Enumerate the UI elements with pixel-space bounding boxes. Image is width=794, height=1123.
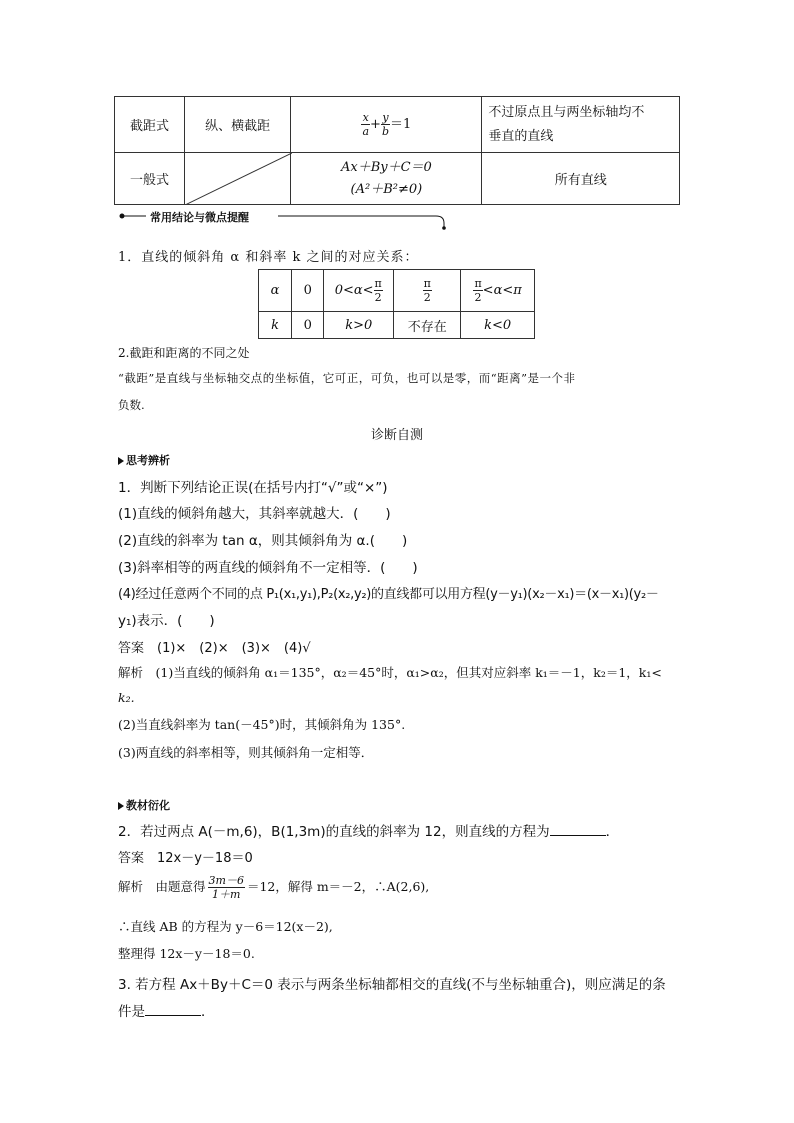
fraction-slope: $\frac{3m-6}{1+m}$	[208, 874, 244, 901]
fraction-pi-2: $\frac{\pi}{2}$	[423, 277, 431, 304]
table-cell	[461, 270, 535, 312]
fraction-x-a: $\frac{x}{a}$	[362, 111, 370, 138]
diagonal-line	[185, 153, 292, 205]
question-1-item: y₁)表示．( )	[118, 613, 215, 629]
table-cell	[324, 270, 394, 312]
table-cell: 不存在	[394, 312, 461, 339]
empty-diagonal-cell	[184, 153, 290, 205]
question-1-item: (4)经过任意两个不同的点 P₁(x₁,y₁),P₂(x₂,y₂)的直线都可以用方程(y－y₁)(x₂－x₁)＝(x－x₁)(y₂－	[118, 587, 659, 602]
angle-slope-table	[258, 269, 535, 339]
form-scope	[482, 97, 680, 153]
equation-line: Ax＋By＋C＝0	[340, 159, 432, 175]
item2-text: “截距”是直线与坐标轴交点的坐标值，它可正，可负，也可以是零，而“距离”是一个非	[118, 371, 576, 385]
fraction-y-b: $\frac{y}{b}$	[381, 111, 389, 138]
center-title: 诊断自测	[370, 428, 423, 443]
form-equation	[291, 97, 482, 153]
question-1-item: (1)直线的倾斜角越大，其斜率就越大．( )	[118, 506, 391, 522]
scope-line: 垂直的直线	[488, 128, 554, 144]
solution-1: k₂.	[118, 690, 135, 705]
table-cell: 0	[292, 312, 324, 339]
answer-1: 答案 (1)× (2)× (3)× (4)√	[118, 641, 311, 656]
fraction-pi-2: $\frac{\pi}{2}$	[474, 277, 482, 304]
form-name: 截距式	[115, 97, 185, 153]
alpha-header: α	[259, 270, 292, 312]
answer-blank	[550, 823, 606, 836]
question-1: 1．判断下列结论正误(在括号内打“√”或“×”)	[118, 480, 388, 496]
table-row	[115, 153, 680, 205]
form-params: 纵、横截距	[184, 97, 290, 153]
range-text: 0<α<	[334, 283, 374, 298]
k-header: k	[259, 312, 292, 339]
form-equation	[291, 153, 482, 205]
solution-1: 解析 (1)当直线的倾斜角 α₁＝135°，α₂＝45°时，α₁>α₂，但其对应斜率 k₁＝－1，k₂＝1，k₁<	[118, 665, 662, 680]
table-cell	[394, 270, 461, 312]
item1-text: 1．直线的倾斜角 α 和斜率 k 之间的对应关系：	[118, 250, 419, 265]
table-row	[259, 312, 535, 339]
range-text: <α<π	[482, 283, 522, 298]
question-3: 3. 若方程 Ax＋By＋C＝0 表示与两条坐标轴都相交的直线(不与坐标轴重合)，则应满足的条	[118, 977, 666, 993]
item2-text: 负数.	[118, 398, 145, 412]
table-cell: k>0	[324, 312, 394, 339]
solution-2: 解析 由题意得 $\frac{3m-6}{1+m}$ ＝12，解得 m＝－2，∴A(2,6),	[118, 874, 430, 901]
plus-sign: +	[370, 117, 381, 132]
scope-line: 不过原点且与两坐标轴均不	[488, 104, 645, 120]
table-row	[115, 97, 680, 153]
form-name: 一般式	[115, 153, 185, 205]
subsection-header: 教材衍化	[118, 797, 170, 813]
solution-2: ∴直线 AB 的方程为 y－6＝12(x－2),	[118, 919, 333, 934]
form-scope: 所有直线	[482, 153, 680, 205]
question-3: 件是 ．	[118, 1004, 215, 1020]
subsection-header: 思考辨析	[118, 452, 170, 468]
question-1-item: (3)斜率相等的两直线的倾斜角不一定相等．( )	[118, 560, 418, 576]
fraction-pi-2: $\frac{\pi}{2}$	[374, 277, 382, 304]
answer-blank	[145, 1003, 201, 1016]
solution-1: (2)当直线斜率为 tan(－45°)时，其倾斜角为 135°.	[118, 717, 406, 732]
triangle-icon	[118, 802, 124, 810]
table-cell: 0	[292, 270, 324, 312]
answer-2: 答案 12x－y－18＝0	[118, 851, 253, 866]
item2-title: 2.截距和距离的不同之处	[118, 346, 250, 360]
section-header: 常用结论与微点提醒	[150, 211, 249, 224]
table-cell: k<0	[461, 312, 535, 339]
line-forms-table	[114, 96, 680, 205]
table-row	[259, 270, 535, 312]
solution-1: (3)两直线的斜率相等，则其倾斜角一定相等．	[118, 745, 374, 760]
question-1-item: (2)直线的斜率为 tan α，则其倾斜角为 α.( )	[118, 533, 408, 549]
question-2: 2．若过两点 A(－m,6)，B(1,3m)的直线的斜率为 12，则直线的方程为 ．	[118, 824, 620, 840]
equation-condition: (A²＋B²≠0)	[350, 181, 423, 197]
triangle-icon	[118, 457, 124, 465]
section-header-bar	[118, 208, 448, 230]
equation-rhs: ＝1	[390, 117, 412, 132]
solution-2: 整理得 12x－y－18＝0.	[118, 946, 255, 961]
